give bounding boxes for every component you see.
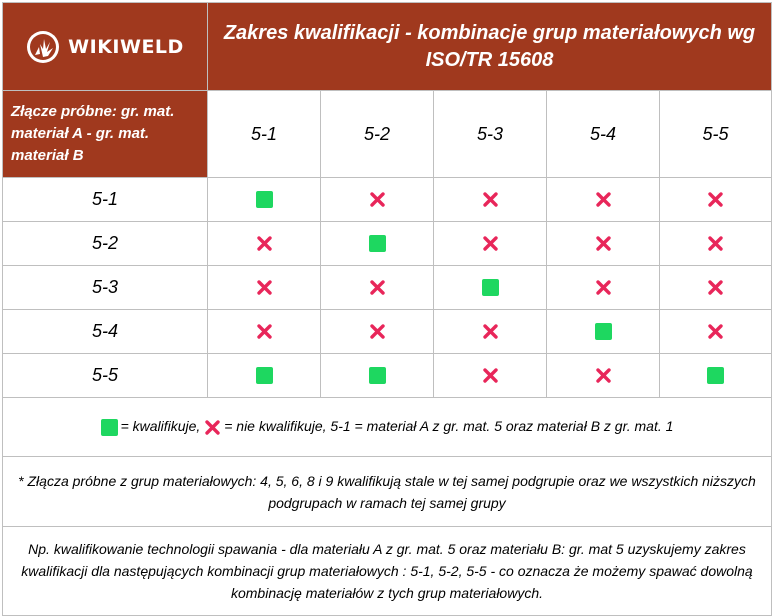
table-cell <box>547 310 660 354</box>
column-header: 5-2 <box>321 91 434 178</box>
table-cell <box>321 310 434 354</box>
table-cell <box>660 178 772 222</box>
column-header: 5-5 <box>660 91 772 178</box>
table-cell <box>208 354 321 398</box>
table-cell <box>660 310 772 354</box>
note-subgroups: * Złącza próbne z grup materiałowych: 4, 5, 6, 8 i 9 kwalifikują stale w tej samej podgrupie oraz we wszystkich niższych podgrupach w ramach tej samej grupy <box>3 457 772 527</box>
red-cross-icon <box>482 323 499 340</box>
legend <box>3 398 772 457</box>
table-cell <box>547 266 660 310</box>
red-cross-icon <box>482 367 499 384</box>
row-header: 5-4 <box>3 310 208 354</box>
table-cell <box>321 266 434 310</box>
page-title: Zakres kwalifikacji - kombinacje grup materiałowych wg ISO/TR 15608 <box>208 3 772 91</box>
green-square-icon <box>595 323 612 340</box>
column-header: 5-1 <box>208 91 321 178</box>
row-header: 5-5 <box>3 354 208 398</box>
green-square-icon <box>707 367 724 384</box>
brand-cell <box>3 3 208 91</box>
table-cell <box>208 222 321 266</box>
table-cell <box>321 354 434 398</box>
red-cross-icon <box>369 323 386 340</box>
row-header: 5-1 <box>3 178 208 222</box>
table-row <box>3 222 772 266</box>
red-cross-icon <box>482 191 499 208</box>
red-cross-icon <box>256 323 273 340</box>
green-square-icon <box>256 191 273 208</box>
red-cross-icon <box>707 323 724 340</box>
column-header: 5-3 <box>434 91 547 178</box>
table-cell <box>434 178 547 222</box>
table-row <box>3 178 772 222</box>
table-row <box>3 266 772 310</box>
red-cross-icon <box>595 235 612 252</box>
table-cell <box>434 222 547 266</box>
table-cell <box>434 354 547 398</box>
qualification-table <box>2 2 772 616</box>
table-cell <box>660 222 772 266</box>
brand-name: WIKIWELD <box>68 35 184 58</box>
table-row <box>3 354 772 398</box>
table-cell <box>434 310 547 354</box>
wikiweld-logo-icon <box>26 30 60 64</box>
row-header: 5-3 <box>3 266 208 310</box>
table-cell <box>547 354 660 398</box>
red-cross-icon <box>369 191 386 208</box>
red-cross-icon <box>256 279 273 296</box>
red-cross-icon <box>482 235 499 252</box>
table-cell <box>208 178 321 222</box>
table-cell <box>321 178 434 222</box>
joint-header: Złącze próbne: gr. mat. materiał A - gr. mat. materiał B <box>3 91 208 178</box>
legend-not-qualifies: = nie kwalifikuje, 5-1 = materiał A z gr. mat. 5 oraz materiał B z gr. mat. 1 <box>224 418 674 435</box>
legend-qualifies: = kwalifikuje, <box>120 418 201 435</box>
green-square-icon <box>369 235 386 252</box>
red-cross-icon <box>595 279 612 296</box>
red-cross-icon <box>595 191 612 208</box>
table-cell <box>434 266 547 310</box>
table-row <box>3 310 772 354</box>
red-cross-icon <box>204 419 221 436</box>
table-cell <box>208 266 321 310</box>
table-cell <box>660 354 772 398</box>
note-example: Np. kwalifikowanie technologii spawania - dla materiału A z gr. mat. 5 oraz materiału B: gr. mat 5 uzyskujemy zakres kwalifikacji dla następujących kombinacji grup materiałowych : 5-1, 5-2, 5-5 - co oznacza że możemy spawać dowolną kombinację materiałów z tych grup materiałowych. <box>3 527 772 616</box>
red-cross-icon <box>707 191 724 208</box>
table-cell <box>208 310 321 354</box>
red-cross-icon <box>369 279 386 296</box>
green-square-icon <box>101 419 118 436</box>
table-cell <box>547 222 660 266</box>
table-cell <box>321 222 434 266</box>
red-cross-icon <box>256 235 273 252</box>
qualification-sheet <box>2 2 771 610</box>
green-square-icon <box>256 367 273 384</box>
column-header: 5-4 <box>547 91 660 178</box>
row-header: 5-2 <box>3 222 208 266</box>
green-square-icon <box>369 367 386 384</box>
table-cell <box>547 178 660 222</box>
table-cell <box>660 266 772 310</box>
red-cross-icon <box>707 279 724 296</box>
red-cross-icon <box>595 367 612 384</box>
red-cross-icon <box>707 235 724 252</box>
green-square-icon <box>482 279 499 296</box>
